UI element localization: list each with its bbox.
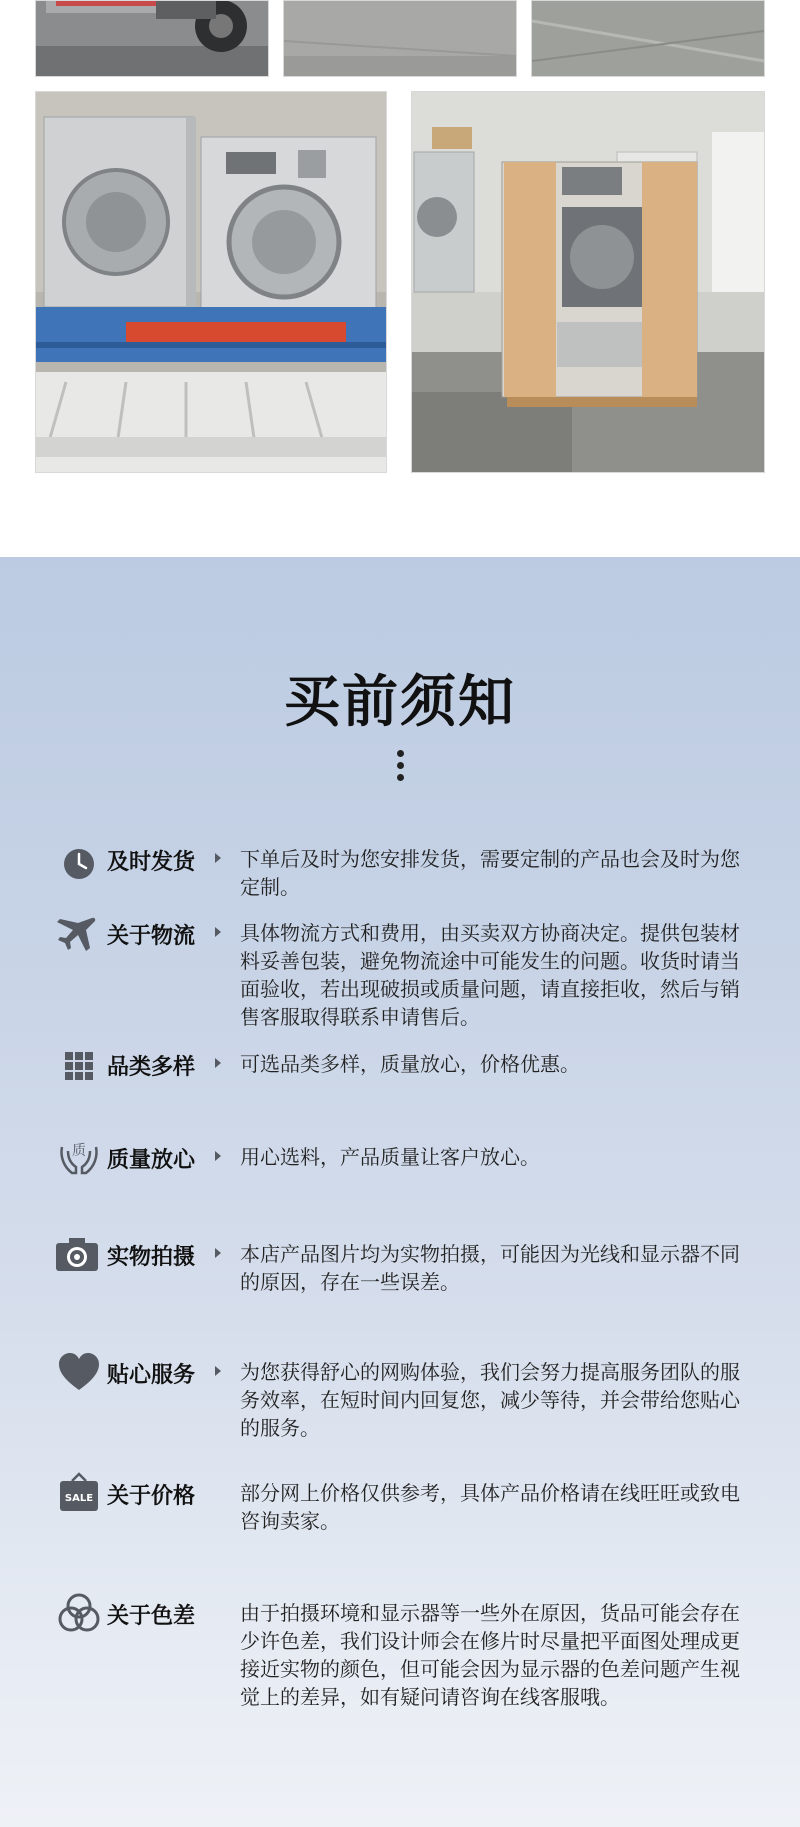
- notice-item-text: 可选品类多样，质量放心，价格优惠。: [240, 1052, 580, 1076]
- notice-item-label: 关于色差: [107, 1604, 196, 1629]
- notice-title: 买前须知: [284, 670, 516, 735]
- chevron-right-icon: [213, 1364, 223, 1378]
- notice-item-text: 本店产品图片均为实物拍摄，可能因为光线和显示器不同的原因，存在一些误差。: [240, 1242, 740, 1294]
- color-circles-icon: [56, 1591, 102, 1637]
- quality-icon-text: 质: [72, 1143, 86, 1159]
- notice-item-label: 实物拍摄: [107, 1245, 196, 1270]
- chevron-right-icon: [213, 1056, 223, 1070]
- notice-item-label: 质量放心: [107, 1148, 196, 1173]
- product-photo-truck: [35, 0, 269, 77]
- product-photo-warehouse: [531, 0, 765, 77]
- notice-item-label: 贴心服务: [107, 1363, 196, 1388]
- vertical-dots-icon: [400, 750, 408, 784]
- notice-item-text: 下单后及时为您安排发货，需要定制的产品也会及时为您定制。: [240, 847, 740, 899]
- notice-item-text: 由于拍摄环境和显示器等一些外在原因，货品可能会存在少许色差，我们设计师会在修片时尽量把平面图处理成更接近实物的颜色，但可能会因为显示器的色差问题产生视觉上的差异，如有疑问请咨询在线客服哦。: [240, 1601, 740, 1709]
- chevron-right-icon: [213, 1149, 223, 1163]
- chevron-right-icon: [213, 1246, 223, 1260]
- notice-item-label: 及时发货: [107, 850, 196, 875]
- quality-hands-icon: [56, 1133, 102, 1179]
- grid-icon: [56, 1043, 102, 1089]
- clock-icon: [56, 841, 102, 887]
- notice-item-label: 品类多样: [107, 1055, 196, 1080]
- notice-item-text: 具体物流方式和费用，由买卖双方协商决定。提供包装材料妥善包装，避免物流途中可能发生的问题。收货时请当面验收，若出现破损或质量问题，请直接拒收，然后与销售客服取得联系申请售后。: [240, 921, 740, 1029]
- notice-item-text: 用心选料，产品质量让客户放心。: [240, 1145, 540, 1169]
- sale-icon-text: SALE: [64, 1493, 94, 1504]
- camera-icon: [54, 1232, 100, 1278]
- product-photo-packed-washer: [411, 91, 765, 473]
- chevron-right-icon: [213, 851, 223, 865]
- pre-purchase-notice: [0, 557, 800, 1827]
- notice-item-label: 关于物流: [107, 924, 196, 949]
- notice-item-label: 关于价格: [107, 1484, 196, 1509]
- chevron-right-icon: [213, 925, 223, 939]
- product-photo-washers-on-truck: [35, 91, 387, 473]
- sale-tag-icon: [56, 1471, 102, 1517]
- notice-item-text: 为您获得舒心的网购体验，我们会努力提高服务团队的服务效率，在短时间内回复您，减少等待，并会带给您贴心的服务。: [240, 1360, 740, 1440]
- heart-icon: [56, 1350, 102, 1396]
- notice-item-text: 部分网上价格仅供参考，具体产品价格请在线旺旺或致电咨询卖家。: [240, 1481, 740, 1533]
- product-photo-floor: [283, 0, 517, 77]
- airplane-icon: [56, 911, 102, 957]
